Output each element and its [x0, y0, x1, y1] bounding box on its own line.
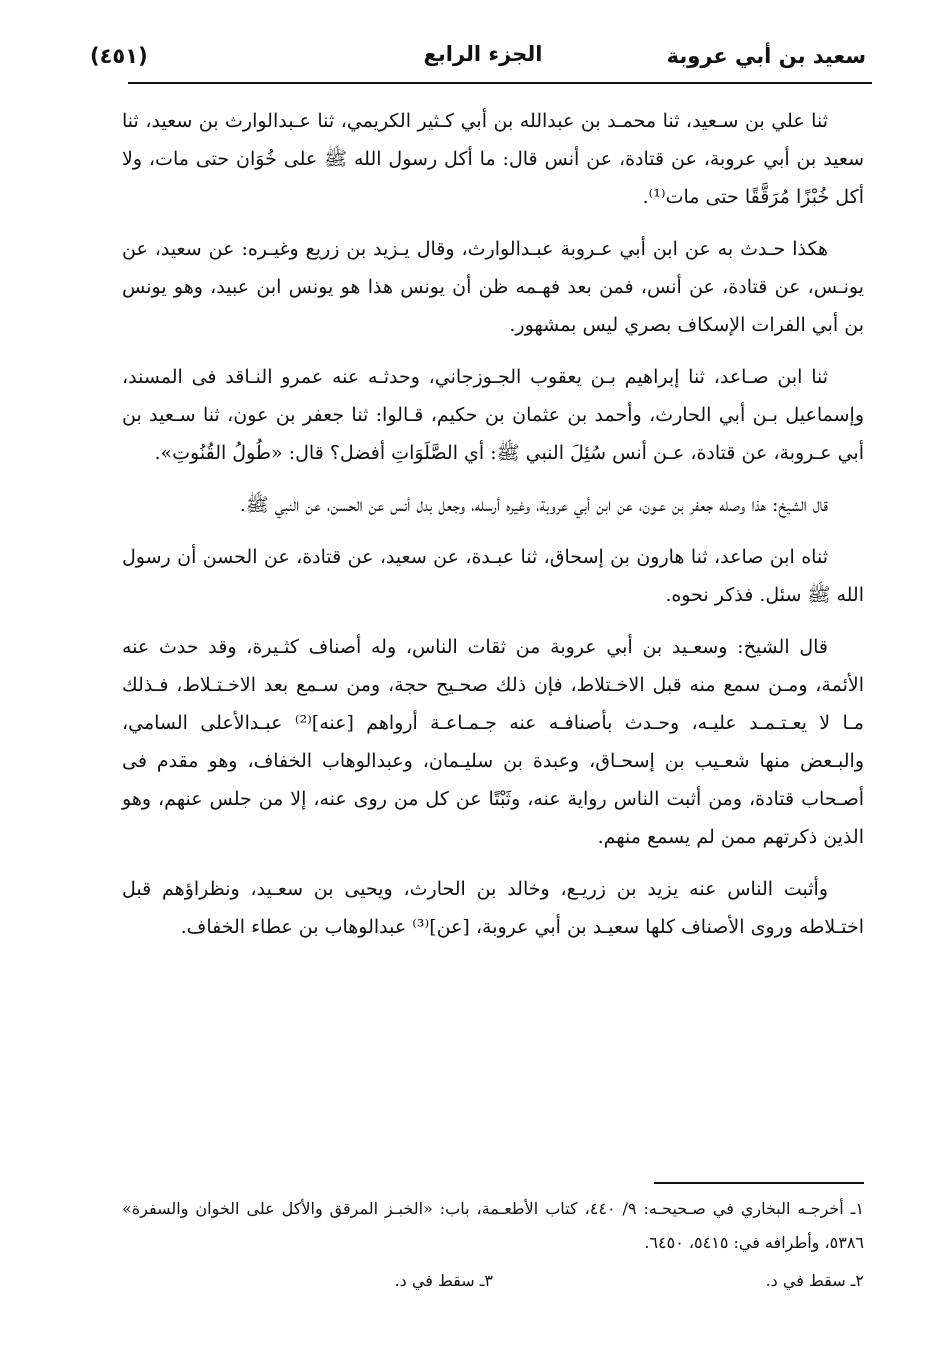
header-rule	[128, 82, 872, 84]
paragraph: ثنا ابن صـاعد، ثنا إبراهيم بـن يعقوب الجـوزجاني، وحدثـه عنه عمرو النـاقد فى المسند، وإسماعيل بـن أبي الحارث، وأحمد بن عثمان بن حكيم، قـالوا: ثنا جعفر بن عون، ثنا سـعيد بن أبي عـروبة، عن قتادة، عـن أنس سُئِلَ النبي ﷺ: أي الصَّلَوَاتِ أفضل؟ قال: «طُولُ القُنُوتِ».	[122, 366, 864, 464]
paragraph: ثناه ابن صاعد، ثنا هارون بن إسحاق، ثنا عبـدة، عن سعيد، عن قتادة، عن الحسن أن رسول الله ﷺ سئل. فذكر نحوه.	[122, 546, 864, 606]
paragraph: قال الشيخ: هذا وصله جعفر بن عـون، عن ابن أبي عروبة، وغيره أرسله، وجعل بدل أنس عن الحسن، عن النبي ﷺ.	[239, 494, 828, 516]
footnote-3: ٣ـ سقط في د.	[394, 1271, 493, 1290]
footnote-row	[122, 1264, 864, 1298]
footnote-1: ١ـ أخرجـه البخاري في صـحيحـه: ٩/ ٤٤٠، كتاب الأطعـمة، باب: «الخبـز المرقق والأكل على الخوان والسفرة» ٥٣٨٦، وأطرافه في: ٥٤١٥، ٦٤٥٠.	[122, 1199, 864, 1252]
running-title: سعيد بن أبي عروبة	[666, 44, 866, 68]
footnote-2: ٢ـ سقط في د.	[765, 1271, 864, 1290]
footnotes	[122, 1192, 864, 1298]
main-text	[122, 102, 864, 960]
paragraph: هكذا حـدث به عن ابن أبي عـروبة عبـدالوارث، وقال يـزيد بن زريع وغيـره: عن سعيد، عن يونـس، عن قتادة، عن أنس، فمن بعد فهـمه ظن أن يونس هذا هو يونس ابن عبيد، وهو يونس بن أبي الفرات الإسكاف بصري ليس بمشهور.	[122, 238, 864, 336]
page-number: (٤٥١)	[90, 44, 148, 68]
paragraph: ثنا علي بن سـعيد، ثنا محمـد بن عبدالله بن أبي كـثير الكريمي، ثنا عـبدالوارث بن سعيد، ثنا سعيد بن أبي عروبة، عن قتادة، عن أنس قال: ما أكل رسول الله ﷺ على خُوَان حتى مات، ولا أكل خُبْزًا مُرَقَّقًا حتى مات⁽¹⁾.	[122, 110, 864, 208]
page-header	[90, 38, 876, 78]
part-title: الجزء الرابع	[423, 42, 543, 66]
footnote-rule	[654, 1182, 864, 1184]
paragraph: قال الشيخ: وسعـيد بن أبي عروبة من ثقات الناس، وله أصناف كثـيرة، وقد حدث عنه الأئمة، ومـن سمع منه قبل الاخـتلاط، فإن ذلك صحـيح حجة، ومن سـمع بعد الاخـتـلاط، فـذلك مـا لا يعـتـمـد عليـه، وحـدث بأصنافـه عنه جـمـاعـة أرواهم [عنه]⁽²⁾ عبـدالأعلى السامي، والبـعض منها شعـيب بن إسحـاق، وعبدة بن سليـمان، وعبدالوهاب الخفاف، وهو مقدم فى أصـحاب قتادة، ومن أثبت الناس رواية عنه، وثَبْتًا عن كل من روى عنه، إلا من جلس عنهم، وهو الذين ذكرتهم ممن لم يسمع منهم.	[122, 636, 864, 848]
paragraph: وأثبت الناس عنه يزيد بن زريـع، وخالد بن الحارث، ويحيى بن سعـيد، ونظراؤهم قبل اختـلاطه وروى الأصناف كلها سعيـد بن أبي عروبة، [عن]⁽³⁾ عبدالوهاب بن عطاء الخفاف.	[122, 878, 864, 938]
